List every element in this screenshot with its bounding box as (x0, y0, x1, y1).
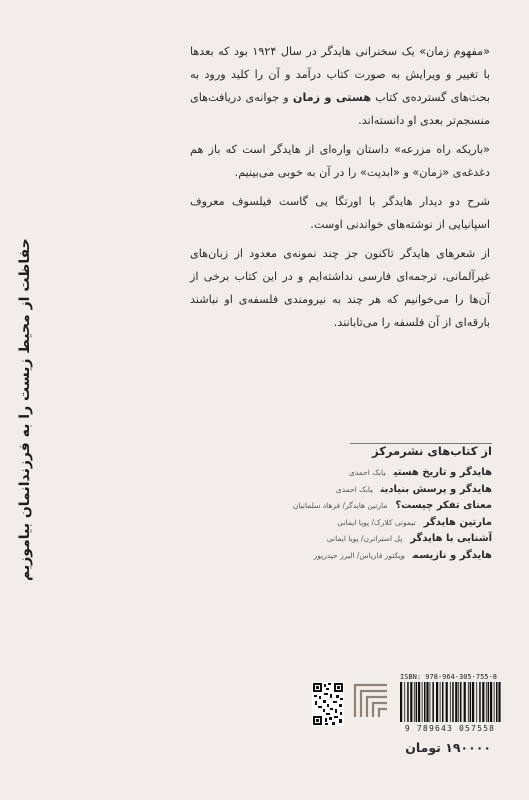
barcode-bar (424, 682, 426, 722)
barcode-bar (476, 682, 477, 722)
barcode-bar (426, 682, 428, 722)
book-title: هایدگر و نازیسم (412, 549, 492, 561)
book-title: هایدگر و پرسش بنیادین (380, 483, 492, 495)
blurb-text-run: شرح دو دیدار هایدگر با اورتگا یی گاست فیلسوف معروف اسپانیایی از نوشته‌های خواندنی اوست. (190, 195, 490, 231)
barcode-bar (460, 682, 462, 722)
book-author: بابک احمدی (348, 468, 386, 477)
barcode-bar (416, 682, 418, 722)
book-title: مارتین هایدگر (423, 516, 492, 528)
qr-code-icon (312, 682, 344, 726)
barcode-digits: 9 789643 057558 (404, 724, 496, 733)
barcode-bar (496, 682, 498, 722)
book-list-item (220, 528, 492, 545)
blurb-text-run: «مفهوم زمان» یک سخنرانی هایدگر در سال ۱۹۲۴ بود که بعدها با تغییر و ویرایش به صورت کتاب درآمد و آن را کلید ورود به بحث‌های گسترده‌ی کتاب (190, 45, 491, 104)
barcode-bar (400, 682, 402, 722)
barcode-bar (452, 682, 454, 722)
blurb-paragraph (190, 242, 490, 334)
barcode-bar (446, 682, 448, 722)
blurb-text-run: از شعرهای هایدگر تاکنون جز چند نمونه‌ی معدود از زبان‌های غیرآلمانی، ترجمه‌ای فارسی نداشته‌ایم و در این کتاب برخی از آن‌ها را می‌خوانیم که هر چند به نیرومندی فلسفه‌ی او نباشند بارقه‌ای از آن فلسفه را می‌تابانند. (190, 247, 490, 329)
barcode-bar (432, 682, 434, 722)
isbn-label: ISBN: 978-964-305-755-8 (400, 673, 497, 681)
barcode-bar (414, 682, 415, 722)
barcode-bar (450, 682, 451, 722)
barcode-bar (422, 682, 423, 722)
publisher-logo-icon (352, 682, 390, 720)
book-list-item (220, 545, 492, 562)
barcode-bar (442, 682, 444, 722)
barcode-bar (458, 682, 459, 722)
barcode-bar (486, 682, 487, 722)
barcode-bar (440, 682, 441, 722)
book-list-item (220, 479, 492, 496)
barcode-bar (455, 682, 457, 722)
publisher-list-heading: از کتاب‌های نشرمرکز (372, 444, 492, 458)
barcode-bar (488, 682, 490, 722)
barcode-bar (498, 682, 500, 722)
blurb-text-run: و جوانه‌ی دریافت‌های منسجم‌تر بعدی او دانسته‌اند. (190, 91, 490, 127)
barcode-icon (398, 682, 502, 722)
barcode-bar (482, 682, 484, 722)
book-list-item (220, 512, 492, 529)
barcode-bar (470, 682, 472, 722)
book-author: ویکتور فاریاس/ البرز حیدرپور (313, 550, 405, 560)
barcode-bar (404, 682, 405, 722)
book-author: پل استراترن/ پویا ایمانی (326, 534, 403, 543)
barcode-bar (479, 682, 481, 722)
book-list-item (220, 495, 492, 512)
barcode-bar (410, 682, 412, 722)
book-title: معنای تفکر چیست؟ (395, 500, 492, 511)
barcode-bar (490, 682, 492, 722)
book-list-item (220, 462, 492, 479)
book-title: هایدگر و تاریخ هستی (393, 467, 492, 478)
blurb-text-run: «باریکه راه مزرعه» داستان واره‌ای از هایدگر است که باز هم دغدغه‌ی «زمان» و «ابدیت» را در آن به خوبی می‌بینیم. (190, 143, 490, 179)
book-author: مارتین هایدگر/ فرهاد سلمانیان (292, 501, 388, 510)
environment-slogan: حفاظت از محیط زیست را به فرزندانمان بیاموزیم (17, 238, 33, 582)
barcode-bar (464, 682, 466, 722)
barcode-bar (407, 682, 409, 722)
blurb-paragraph (190, 138, 490, 184)
barcode-bar (436, 682, 438, 722)
blurb-text (190, 40, 490, 340)
book-title-emphasis: هستی و زمان (292, 91, 372, 104)
book-title: آشنایی با هایدگر (410, 533, 492, 544)
barcode-bar (472, 682, 474, 722)
price-label: ۱۹۰۰۰۰ تومان (405, 740, 491, 755)
book-author: بابک احمدی (335, 484, 373, 494)
blurb-paragraph (190, 190, 490, 236)
publisher-book-list (220, 462, 492, 561)
barcode-bar (468, 682, 469, 722)
book-author: تیموتی کلارک/ پویا ایمانی (337, 517, 416, 527)
barcode-bar (430, 682, 431, 722)
barcode-bar (418, 682, 420, 722)
barcode-bar (494, 682, 495, 722)
blurb-paragraph (190, 40, 490, 132)
